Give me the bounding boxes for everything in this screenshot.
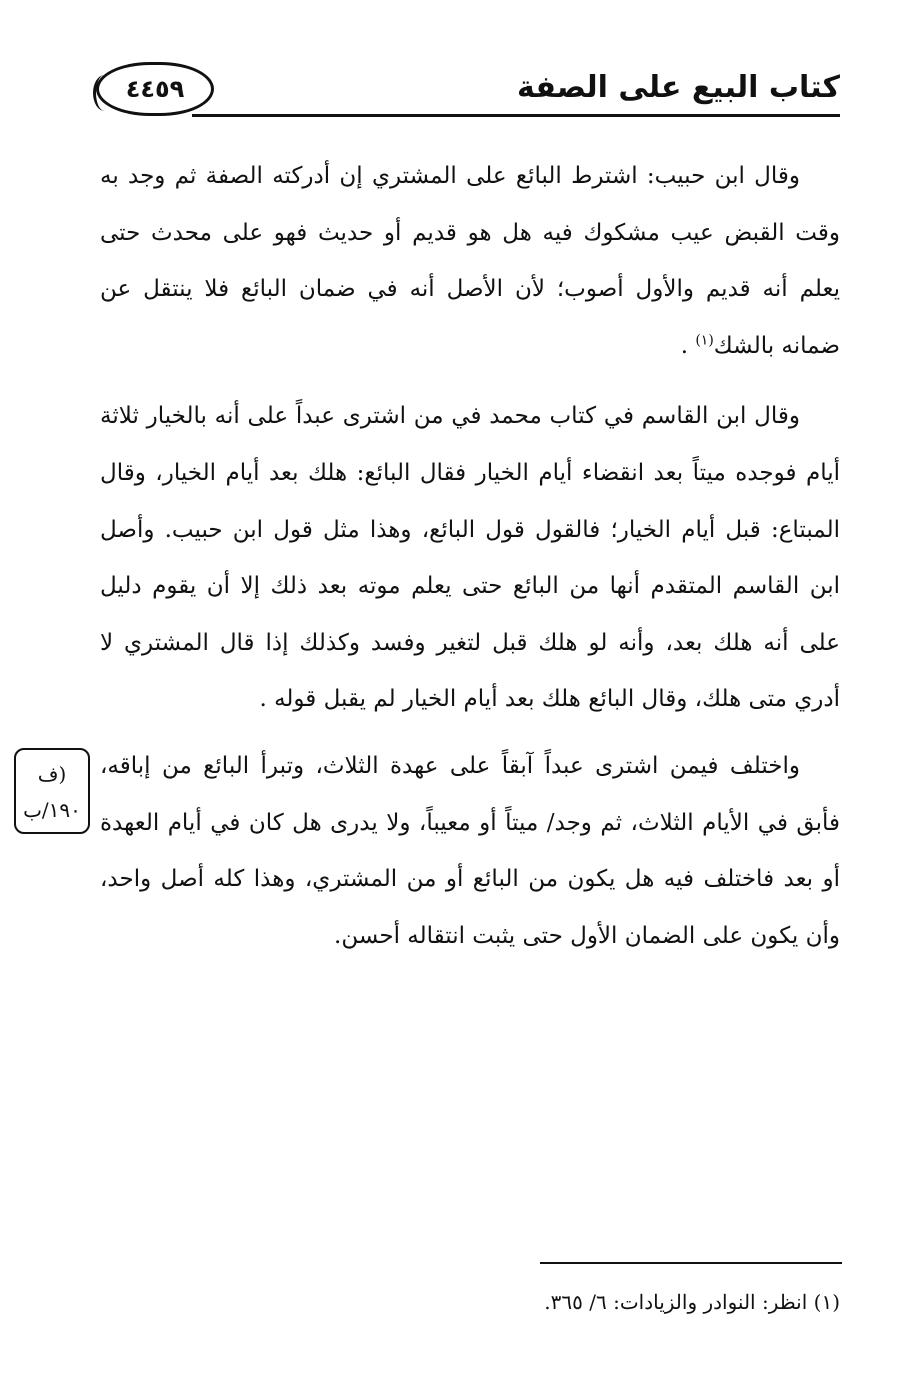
page-number: ٤٤٥٩ [125,75,185,103]
footnote: (١) انظر: النوادر والزيادات: ٦/ ٣٦٥. [544,1290,840,1314]
header-rule [192,114,840,117]
paragraph-3: واختلف فيمن اشترى عبداً آبقاً على عهدة الثلاث، وتبرأ البائع من إباقه، فأبق في الأيام الثلاث، ثم وجد/ ميتاً أو معيباً، ولا يدرى هل كان في أيام العهدة أو بعد فاختلف فيه هل يكون من البائع أو من المشتري، وهذا كله أصل واحد، وأن يكون على الضمان الأول حتى يثبت انتقاله أحسن. [100,752,840,949]
page-number-badge [96,62,214,116]
running-title: كتاب البيع على الصفة [517,70,840,105]
folio-note-line-1: (ف [37,762,67,786]
footnote-separator [540,1262,842,1264]
manuscript-folio-note [14,748,90,834]
page-header [92,56,840,126]
paragraph-1-end: . [680,332,696,359]
footnote-reference: (١) [695,332,714,349]
paragraph-1 [100,148,840,374]
paragraph-2: وقال ابن القاسم في كتاب محمد في من اشترى عبداً على أنه بالخيار ثلاثة أيام فوجده ميتاً بعد انقضاء أيام الخيار فقال البائع: هلك بعد أيام الخيار، وقال المبتاع: قبل أيام الخيار؛ فالقول قول البائع، وهذا مثل قول ابن حبيب. وأصل ابن القاسم المتقدم أنها من البائع حتى يعلم موته بعد ذلك إلا أن يقوم دليل على أنه هلك بعد، وأنه لو هلك قبل لتغير وفسد وكذلك إذا قال المشتري لا أدري متى هلك، وقال البائع هلك بعد أيام الخيار لم يقبل قوله . [100,403,840,713]
folio-note-line-2: ١٩٠/ب [23,798,81,822]
paragraph-1-text: وقال ابن حبيب: اشترط البائع على المشتري إن أدركته الصفة ثم وجد به وقت القبض عيب مشكوك فيه هل هو قديم أو حديث فهو على محدث حتى يعلم أنه قديم والأول أصوب؛ لأن الأصل أنه في ضمان البائع فلا ينتقل عن ضمانه بالشك [100,163,840,359]
body-text [100,148,840,974]
